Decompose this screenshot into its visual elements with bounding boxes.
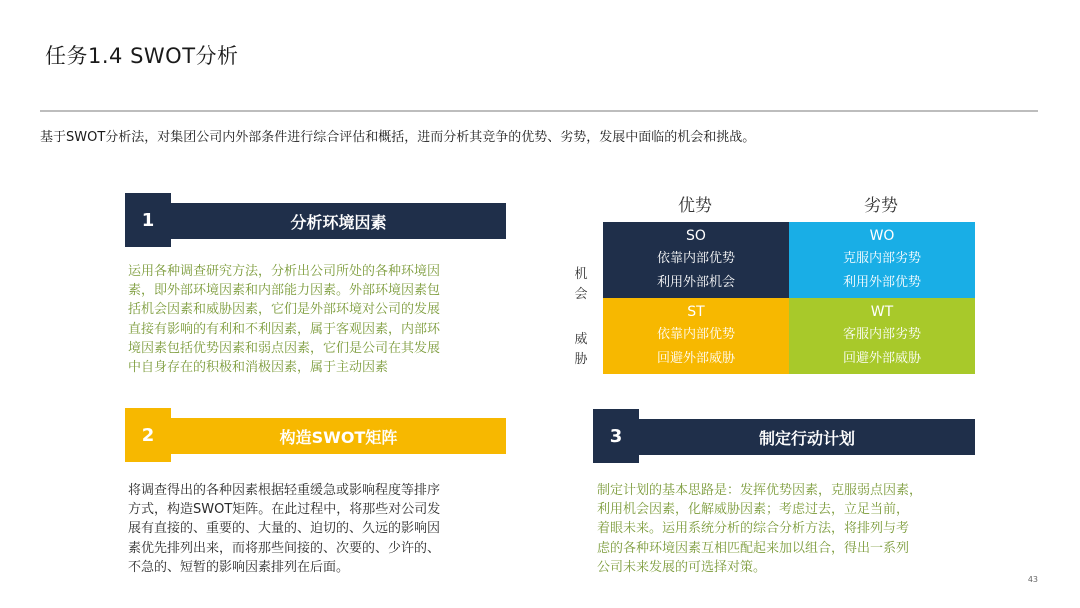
section-1-body [128, 262, 518, 377]
matrix-row-char: 胁 [574, 352, 588, 367]
section-3-body [597, 481, 997, 577]
cell-line: 利用外部机会 [656, 275, 735, 290]
cell-line: 依靠内部优势 [656, 327, 735, 342]
section-2-line: 展有直接的、重要的、大量的、迫切的、久远的影响因 [128, 521, 441, 537]
cell-code: SO [686, 228, 706, 244]
section-1-line: 境因素包括优势因素和弱点因素，它们是公司在其发展 [128, 340, 441, 356]
cell-line: 依靠内部优势 [656, 251, 735, 266]
section-3-line: 利用机会因素，化解威胁因素；考虑过去，立足当前， [597, 502, 910, 518]
cell-code: ST [687, 304, 705, 320]
section-2-line: 方式，构造SWOT矩阵。在此过程中，将那些对公司发 [128, 502, 441, 518]
cell-line: 回避外部威胁 [842, 351, 921, 366]
section-3-line: 虑的各种环境因素互相匹配起来加以组合，得出一系列 [597, 540, 910, 556]
matrix-col-strength: 优势 [678, 196, 712, 216]
matrix-row-char: 机 [574, 267, 588, 282]
section-2-line: 素优先排列出来，而将那些间接的、次要的、少许的、 [128, 540, 441, 556]
section-1-line: 素，即外部环境因素和内部能力因素。外部环境因素包 [128, 283, 441, 299]
section-1-line: 直接有影响的有利和不利因素，属于客观因素，内部环 [128, 321, 441, 337]
intro-text: 基于SWOT分析法，对集团公司内外部条件进行综合评估和概括，进而分析其竞争的优势、劣势，发展中面临的机会和挑战。 [40, 130, 756, 145]
section-3-line: 制定计划的基本思路是：发挥优势因素，克服弱点因素， [597, 483, 923, 498]
matrix-row-char: 会 [574, 287, 588, 302]
matrix-row-opportunity [573, 265, 589, 305]
matrix-row-threat [573, 330, 589, 370]
section-3-line: 着眼未来。运用系统分析的综合分析方法，将排列与考 [597, 521, 910, 537]
section-2-body [128, 481, 518, 577]
cell-line: 利用外部优势 [842, 275, 921, 290]
section-1-line: 运用各种调查研究方法，分析出公司所处的各种环境因 [128, 264, 441, 279]
matrix-cell-so [603, 222, 789, 298]
cell-code: WT [870, 304, 894, 320]
section-1-label: 分析环境因素 [290, 212, 387, 232]
title-divider [40, 110, 1038, 112]
section-1-number: 1 [125, 193, 171, 247]
page-title: 任务1.4 SWOT分析 [45, 44, 239, 68]
section-1-line: 括机会因素和威胁因素，它们是外部环境对公司的发展 [128, 302, 441, 318]
section-2-number: 2 [125, 408, 171, 462]
section-1-line: 中自身存在的积极和消极因素，属于主动因素 [128, 360, 389, 376]
cell-code: WO [869, 228, 895, 244]
section-3-number: 3 [593, 409, 639, 463]
section-2-label: 构造SWOT矩阵 [279, 427, 398, 447]
matrix-row-char: 威 [574, 332, 588, 347]
section-2-line: 将调查得出的各种因素根据轻重缓急或影响程度等排序 [128, 483, 441, 498]
section-3-line: 公司未来发展的可选择对策。 [597, 559, 767, 575]
matrix-cell-wt [789, 298, 975, 374]
matrix-col-weakness: 劣势 [864, 196, 898, 216]
cell-line: 克服内部劣势 [842, 251, 921, 266]
section-2-line: 不急的、短暂的影响因素排列在后面。 [128, 559, 350, 575]
cell-line: 回避外部威胁 [656, 351, 735, 366]
page-number: 43 [1027, 575, 1038, 584]
matrix-cell-wo [789, 222, 975, 298]
matrix-cell-st [603, 298, 789, 374]
section-3-label: 制定行动计划 [758, 428, 855, 448]
cell-line: 客服内部劣势 [842, 327, 921, 342]
